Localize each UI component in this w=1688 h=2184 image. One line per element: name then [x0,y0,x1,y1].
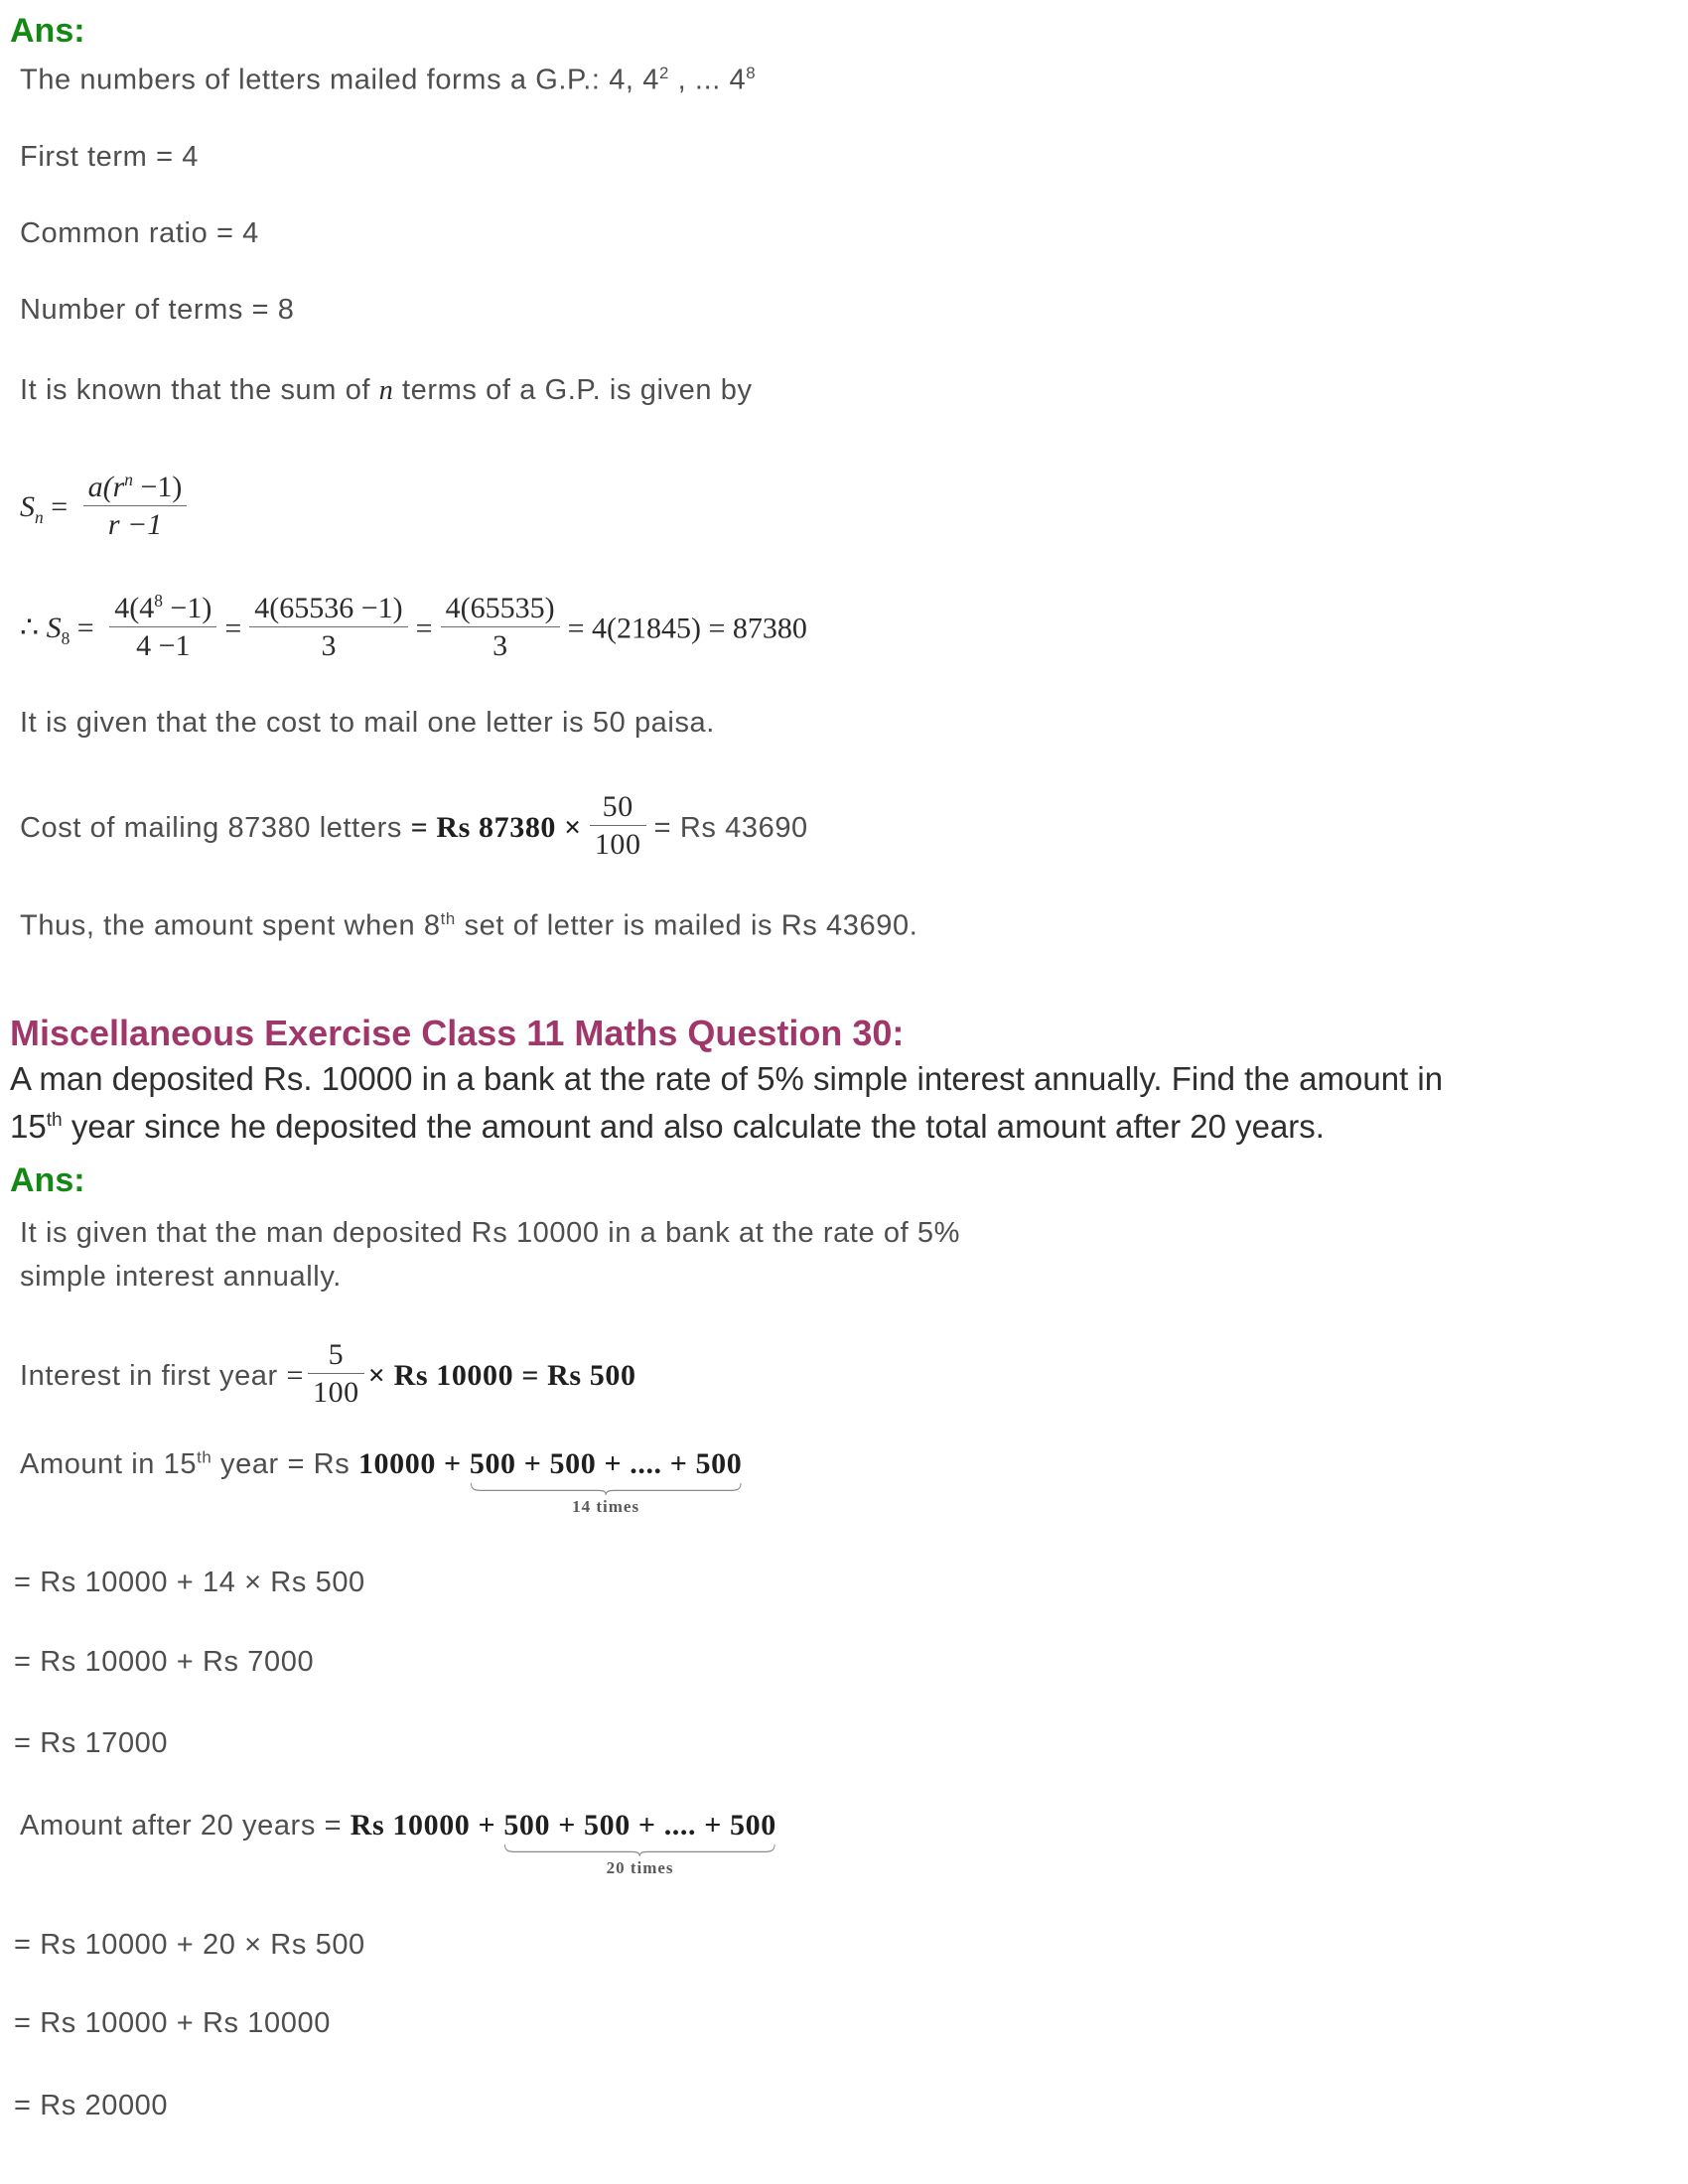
therefore-symbol: ∴ [20,612,47,645]
equals-3: = [415,612,433,645]
amt20-braced-sum [503,1809,776,1877]
amt20-calc-1-text: = Rs 10000 + 20 × Rs 500 [14,1929,365,1961]
given-line-2 [20,1261,342,1294]
sum-known-text-a: It is known that the sum of [20,374,379,406]
sn-denominator: r −1 [107,508,163,541]
amt15-times-label: 14 times [572,1497,640,1516]
amt15-sum-terms: 500 + 500 + .... + 500 [469,1447,743,1480]
answer-label-q29 [10,12,85,51]
s8-f1-num-a: 4(4 [114,592,155,624]
s8-f1-den: 4 −1 [136,629,191,662]
common-ratio-line [20,217,259,250]
interest-result: × Rs 10000 = Rs 500 [367,1359,636,1393]
s8-f3-num: 4(65535) [441,592,560,627]
given-text-1: It is given that the man deposited Rs 10000 in a bank at the rate of 5% [20,1217,961,1249]
interest-equals: = [286,1359,304,1393]
gp-sequence-line [20,64,756,97]
formula-s8 [20,591,807,666]
s8-f1-num [109,592,216,627]
s8-f2-den: 3 [321,629,337,662]
sn-num-exp: n [124,470,133,489]
underbrace-icon [503,1843,775,1856]
given-line-1 [20,1217,960,1250]
s8-f1-num-b: −1) [162,592,212,624]
thus-amount: Rs 43690. [780,909,918,942]
cost-given-line [20,707,715,740]
interest-first-year-line [20,1338,636,1413]
amt15-calc-3 [14,1727,168,1760]
cost-fraction [590,790,646,861]
amt15-calc-2 [14,1646,314,1679]
variable-n: n [378,375,394,406]
thus-text-a: Thus, the amount spent when 8 [20,909,441,942]
answer-label-q30-text: Ans: [10,1161,85,1199]
thus-text-b: set of letter is mailed is [455,909,781,942]
question-text-line-2 [10,1108,1325,1146]
common-ratio-text: Common ratio = 4 [20,217,259,249]
interest-frac-num: 5 [308,1338,364,1374]
thus-sup-th: th [440,909,456,928]
cost-result: = Rs 43690 [653,812,808,845]
question-text-2a: 15 [10,1108,47,1145]
first-term-line [20,141,199,174]
cost-frac-num: 50 [590,790,646,826]
sn-symbol: S [20,490,35,524]
amt20-calc-2-text: = Rs 10000 + Rs 10000 [14,2007,331,2039]
amt15-lead-term: 10000 + [357,1447,470,1480]
thus-conclusion-line [20,909,917,943]
amount-15th-year-line [20,1447,743,1516]
amt15-sup-th: th [197,1447,212,1467]
answer-label-text: Ans: [10,12,85,50]
sn-lhs [20,490,75,528]
sn-num-a: a(r [87,471,125,503]
cost-formula-lhs: = Rs 87380 × [410,811,582,845]
amt20-label: Amount after 20 years = [20,1810,351,1842]
equals-2: = [224,612,242,645]
amt20-calc-1 [14,1929,365,1962]
equals-1: = [70,612,102,645]
s8-lhs [20,612,102,649]
amt20-lead-term: Rs 10000 + [350,1809,504,1842]
s8-symbol: S [46,612,62,645]
sn-numerator [83,471,188,506]
amt15-calc-1 [14,1567,365,1599]
first-term-text: First term = 4 [20,141,200,173]
s8-f2-num: 4(65536 −1) [249,592,407,627]
amt20-calc-3-text: = Rs 20000 [14,2090,169,2121]
sum-known-text-b: terms of a G.P. is given by [393,374,753,406]
sn-subscript: n [35,507,44,528]
gp-sequence-text2: , ... 4 [668,64,747,96]
formula-sn [20,470,195,545]
sum-known-line [20,374,753,407]
amt20-calc-2 [14,2007,331,2040]
question-30-heading [10,1013,904,1054]
amt20-times-label: 20 times [606,1858,674,1877]
amt15-calc-1-text: = Rs 10000 + 14 × Rs 500 [14,1567,365,1598]
amt15-calc-2-text: = Rs 10000 + Rs 7000 [14,1646,315,1678]
amt15-braced-sum [469,1447,743,1516]
cost-of-mailing-line [20,790,808,865]
question-30-heading-text: Miscellaneous Exercise Class 11 Maths Question 30: [10,1013,905,1053]
s8-f3-den: 3 [492,629,508,662]
amt15-label-b: year = Rs [211,1448,358,1480]
cost-given-text: It is given that the cost to mail one letter is 50 paisa. [20,707,715,739]
amount-after-20-years-line [20,1809,776,1877]
amt20-calc-3 [14,2090,168,2122]
sn-fraction [83,471,188,541]
cost-mailing-text: Cost of mailing 87380 letters [20,812,411,845]
interest-label: Interest in first year [20,1360,287,1393]
question-text-1: A man deposited Rs. 10000 in a bank at the rate of 5% simple interest annually. Find the amount in [10,1060,1444,1097]
interest-fraction [308,1338,364,1409]
s8-result: = 4(21845) = 87380 [567,612,807,645]
s8-fraction-2 [249,592,407,662]
question-text-2b: year since he deposited the amount and also calculate the total amount after 20 years. [62,1108,1325,1145]
underbrace-icon [470,1482,742,1495]
s8-fraction-3 [441,592,560,662]
gp-sequence-text: The numbers of letters mailed forms a G.P.: 4, 4 [20,64,659,96]
s8-f1-exp: 8 [154,591,163,611]
question-text-line-1 [10,1060,1443,1098]
sn-num-b: −1) [133,471,183,503]
equals-sign: = [43,490,75,524]
number-of-terms-text: Number of terms = 8 [20,294,295,326]
gp-exponent-2: 2 [658,64,669,82]
amt15-label-a: Amount in 15 [20,1448,198,1480]
answer-label-q30 [10,1161,85,1200]
interest-frac-den: 100 [312,1376,359,1409]
cost-frac-den: 100 [594,828,641,861]
amt15-calc-3-text: = Rs 17000 [14,1727,169,1759]
gp-exponent-8: 8 [746,64,757,82]
s8-subscript: 8 [61,628,70,649]
number-of-terms-line [20,294,295,327]
question-sup-th: th [46,1110,63,1131]
amt20-sum-terms: 500 + 500 + .... + 500 [503,1809,776,1842]
given-text-2: simple interest annually. [20,1261,342,1293]
s8-fraction-1 [109,592,216,662]
